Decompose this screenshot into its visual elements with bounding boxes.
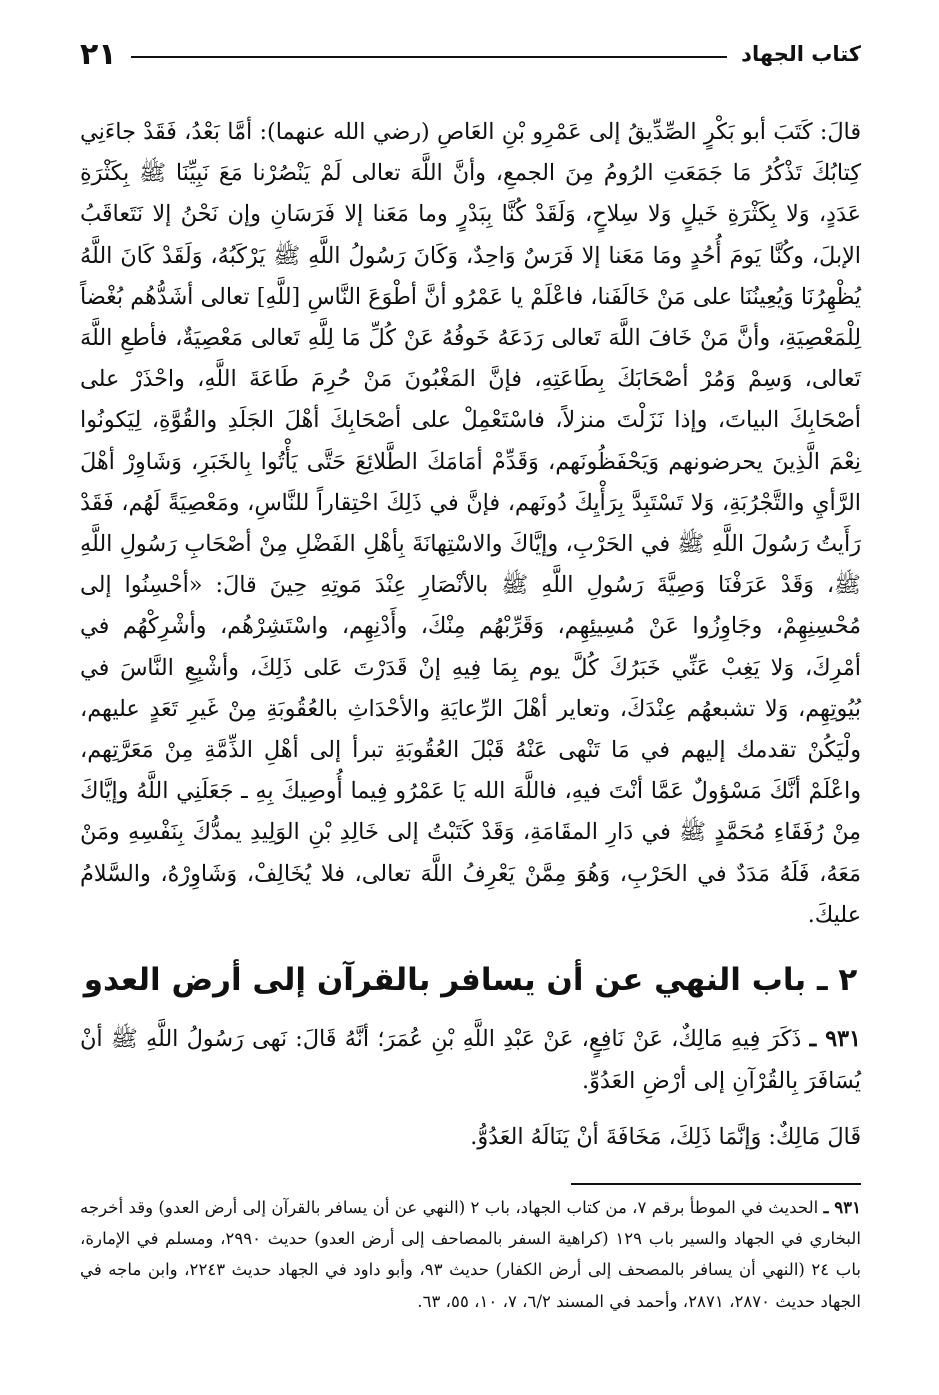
chapter-heading: ٢ ـ باب النهي عن أن يسافر بالقرآن إلى أرض العدو (83, 962, 858, 998)
footnote-rule (571, 1183, 861, 1185)
footnote-number: ٩٣١ ـ (823, 1197, 861, 1217)
footnote-text: الحديث في الموطأ برقم ٧، من كتاب الجهاد، باب ٢ (النهي عن أن يسافر بالقرآن إلى أرض العدو) وقد أخرجه البخاري في الجهاد والسير باب ١٢٩ (كراهية السفر بالمصاحف إلى أرض العدو) حديث ٢٩٩٠، ومسلم في الإمارة، باب ٢٤ (النهي أن يسافر بالمصحف إلى أرض الكفار) حديث ٩٣، وأبو داود في الجهاد حديث ٢٢٤٣، وابن ماجه في الجهاد حديث ٢٨٧٠، ٢٨٧١، وأحمد في المسند ٦/٢، ٧، ١٠، ٥٥، ٦٣. (80, 1198, 861, 1311)
footnote (80, 1192, 861, 1317)
hadith-paragraph (80, 1018, 861, 1102)
book-title: كتاب الجهاد (741, 42, 861, 66)
running-header (80, 34, 861, 74)
hadith-text: ذَكَرَ فِيهِ مَالِكٌ، عَنْ نَافِعٍ، عَنْ عَبْدِ اللَّهِ بْنِ عُمَرَ؛ أنَّهُ قَالَ: نَهى رَسُولُ اللَّهِ ﷺ أنْ يُسَافَرَ بِالقُرْآنِ إلى أرْضِ العَدُوِّ. (80, 1026, 861, 1094)
header-rule (131, 56, 728, 58)
malik-comment: قَالَ مَالِكٌ: وَإنَّمَا ذَلِكَ، مَخَافَةَ أنْ يَنَالَهُ العَدُوُّ. (470, 1124, 861, 1150)
hadith-number: ٩٣١ ـ (809, 1026, 861, 1052)
page-number: ٢١ (80, 36, 117, 72)
letter-paragraph: قالَ: كَتَبَ أبو بَكْرٍ الصِّدِّيقُ إلى عَمْرِو بْنِ العَاصِ (رضي الله عنهما): أمَّا بَعْدُ، فَقَدْ جاءَنِي كِتابُكَ تَذْكُرُ مَا جَمَعَتِ الرُومُ مِنَ الجمعِ، وأنَّ اللَّهَ تعالى لَمْ يَنْصُرْنا مَعَ نَبِيِّنَا ﷺ بِكَثْرَةِ عَدَدٍ، وَلا بِكَثْرَةِ خَيلٍ وَلا سِلاحٍ، وَلَقَدْ كُنَّا بِبَدْرٍ وما مَعَنا إلا فَرَسَانِ وإن نَحْنُ إلا نَتَعاقَبُ الإبلَ، وكُنَّا يَومَ أُحُدٍ ومَا مَعَنا إلا فَرَسٌ وَاحِدٌ، وَكَانَ رَسُولُ اللَّهِ ﷺ يَرْكَبُهُ، وَلَقَدْ كَانَ اللَّهُ يُظْهِرُنَا وَيُعِينُنَا على مَنْ خَالَفَنا، فاعْلَمْ يا عَمْرُو أنَّ أطْوَعَ النَّاسِ [للَّهِ] تعالى أشَدُّهُم بُغْضاً لِلْمَعْصِيَةِ، وأنَّ مَنْ خَافَ اللَّهَ تَعالى رَدَعَهُ خَوفُهُ عَنْ كُلِّ مَا لِلَّهِ تَعالى مَعْصِيَةٌ، فأطعِ اللَّهَ تَعالى، وَسِمْ وَمُرْ أصْحَابَكَ بِطَاعَتِهِ، فإنَّ المَغْبُونَ مَنْ حُرِمَ طَاعَةَ اللَّهِ، واحْذَرْ على أصْحَابِكَ البياتَ، وإذا نَزَلْتَ منزلاً، فاسْتَعْمِلْ على أصْحَابِكَ أهْلَ الجَلَدِ والقُوَّةِ، لِيَكونُوا نِعْمَ الَّذِينَ يحرضونهم وَيَحْفَظُونَهم، وَقَدِّمْ أمَامَكَ الطَّلائِعَ حَتَّى يَأْتُوا بِالخَبَرِ، وَشَاوِرْ أهْلَ الرَّأيِ والتَّجْرُبَةِ، وَلا تَسْتَبِدَّ بِرَأْيِكَ دُونَهم، فإنَّ في ذَلِكَ احْتِقاراً للنَّاسِ، ومَعْصِيَةً لَهُم، فَقَدْ رَأَيتُ رَسُولَ اللَّهِ ﷺ في الحَرْبِ، وإيَّاكَ والاسْتِهانَةَ بِأهْلِ الفَضْلِ مِنْ أصْحَابِ رَسُولِ اللَّهِ ﷺ، وَقَدْ عَرَفْنَا وَصِيَّةَ رَسُولِ اللَّهِ ﷺ بالأنْصَارِ عِنْدَ مَوتِهِ حِينَ قالَ: «أحْسِنُوا إلى مُحْسِنِهِمْ، وجَاوِزُوا عَنْ مُسِيئِهِم، وَقَرِّبْهُم مِنْكَ، وأَدْنِهِم، واسْتَشِرْهُم، وأشْرِكْهُم في أمْرِكَ، وَلا يَغِبْ عَنِّي خَبَرُكَ كُلَّ يوم بِمَا فِيهِ إنْ قَدَرْتَ عَلى ذَلِكَ، وأشْبِعِ النَّاسَ في بُيُوتِهِم، وَلا تشبعهُم عِنْدَكَ، وتعاير أهْلَ الرِّعايَةِ والأحْدَاثِ بالعُقُوبَةِ مِنْ غَيرِ تَعَدٍ عليهم، ولْيَكُنْ تقدمك إليهم في مَا تَنْهى عَنْهُ قَبْلَ العُقُوبَةِ تبرأ إلى أهْلِ الذِّمَّةِ مِنْ مَعَرَّتِهم، واعْلَمْ أنَّكَ مَسْؤولٌ عَمَّا أنْتَ فيهِ، فاللَّهَ الله يَا عَمْرُو فِيما أُوصِيكَ بِهِ ـ جَعَلَنِي اللَّهُ وإيَّاكَ مِنْ رُفَقَاءِ مُحَمَّدٍ ﷺ في دَارِ المقَامَةِ، وَقَدْ كَتَبْتُ إلى خَالِدِ بْنِ الوَلِيدِ يمدُّكَ بِنَفْسِهِ ومَنْ مَعَهُ، فَلَهُ مَدَدٌ في الحَرْبِ، وَهُوَ مِمَّنْ يَعْرِفُ اللَّهَ تعالى، فلا يُخَالِفْ، وَشَاوِرْهُ، والسَّلامُ عليكَ. (80, 119, 861, 928)
